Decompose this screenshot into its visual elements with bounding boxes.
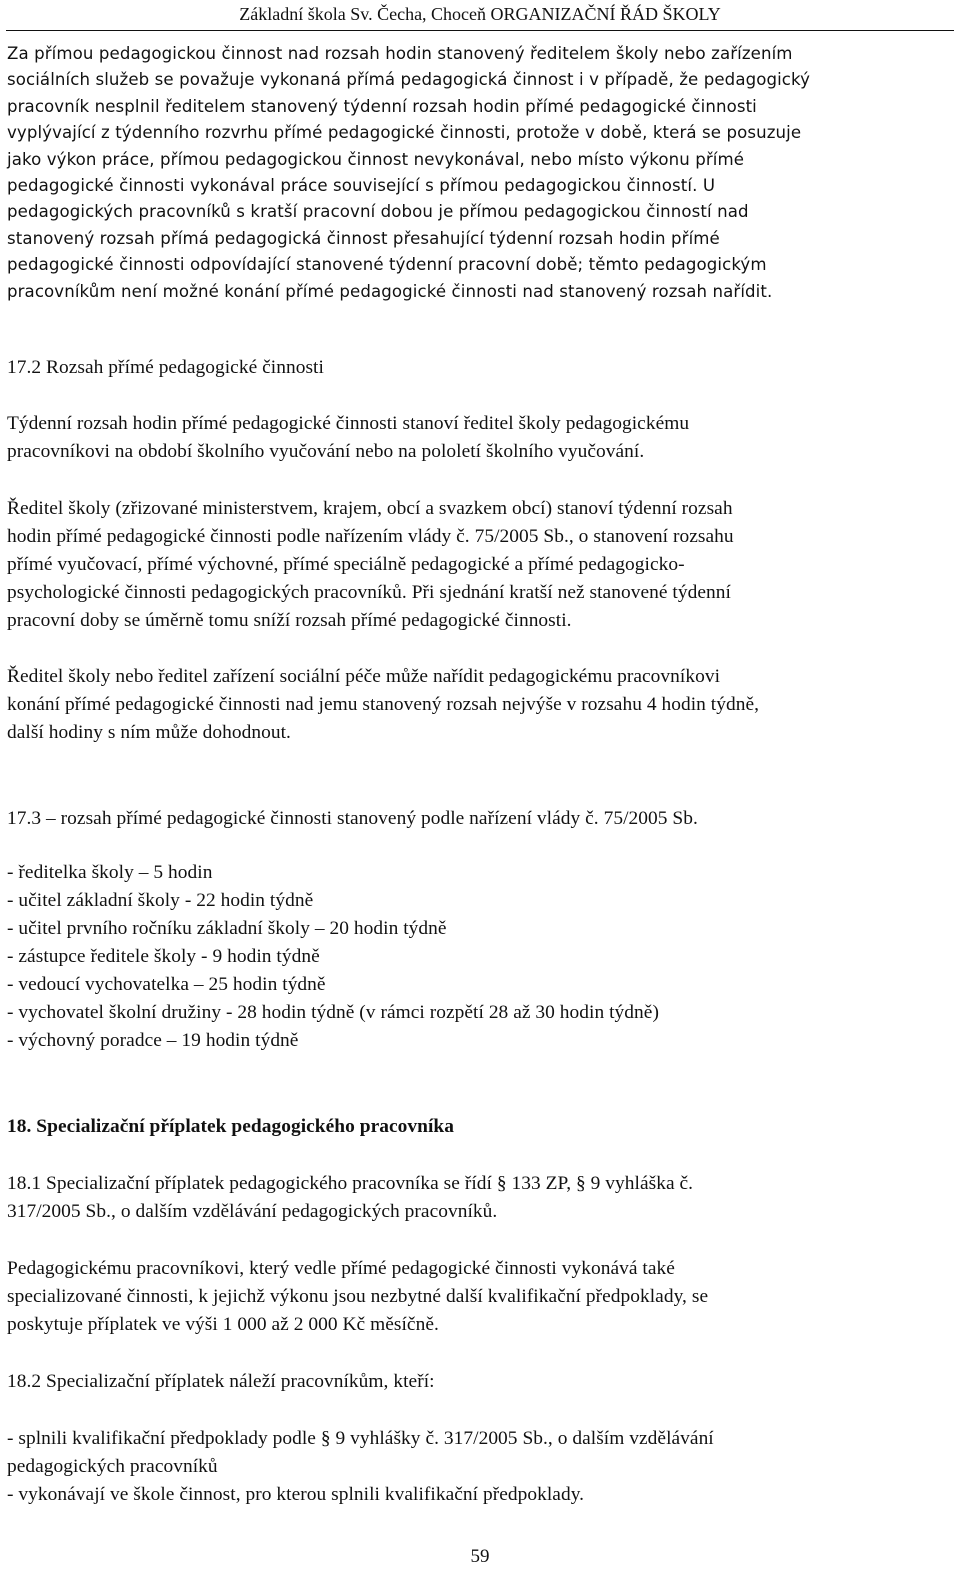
text-line: specializované činnosti, k jejichž výkonu jsou nezbytné další kvalifikační předpoklady, se xyxy=(7,1286,709,1307)
list-item: - vychovatel školní družiny - 28 hodin týdně (v rámci rozpětí 28 až 30 hodin týdně) xyxy=(7,1002,659,1023)
text-line: Pedagogickému pracovníkovi, který vedle přímé pedagogické činnosti vykonává také xyxy=(7,1258,675,1279)
section-18-1-paragraph xyxy=(7,1170,953,1226)
intro-line: pedagogických pracovníků s kratší pracovní dobou je přímou pedagogickou činností nad xyxy=(7,202,749,222)
text-line: psychologické činnosti pedagogických pracovníků. Při sjednání kratší než stanovené týdenní xyxy=(7,582,731,603)
specialized-activities-paragraph xyxy=(7,1255,953,1339)
text-line: další hodiny s ním může dohodnout. xyxy=(7,722,291,743)
intro-paragraph xyxy=(7,41,953,305)
text-line: 317/2005 Sb., o dalším vzdělávání pedagogických pracovníků. xyxy=(7,1201,498,1222)
intro-line: pracovníkům není možné konání přímé pedagogické činnosti nad stanovený rozsah nařídit. xyxy=(7,281,773,301)
conditions-list xyxy=(7,1425,953,1509)
intro-line: jako výkon práce, přímou pedagogickou činnost nevykonával, nebo místo výkonu přímé xyxy=(7,149,745,169)
section-17-2-paragraph-3 xyxy=(7,663,953,747)
text-line: pracovníkovi na období školního vyučování nebo na pololetí školního vyučování. xyxy=(7,441,645,462)
section-17-3-heading: 17.3 – rozsah přímé pedagogické činnosti stanovený podle nařízení vlády č. 75/2005 Sb. xyxy=(7,808,698,829)
text-line: 18.1 Specializační příplatek pedagogického pracovníka se řídí § 133 ZP, § 9 vyhláška č. xyxy=(7,1173,694,1194)
text-line: 18.2 Specializační příplatek náleží pracovníkům, kteří: xyxy=(7,1371,435,1392)
text-line: Ředitel školy (zřizované ministerstvem, krajem, obcí a svazkem obcí) stanoví týdenní rozsah xyxy=(7,498,733,519)
intro-line: pedagogické činnosti vykonával práce související s přímou pedagogickou činností. U xyxy=(7,176,716,196)
text-line: přímé vyučovací, přímé výchovné, přímé speciálně pedagogické a přímé pedagogicko- xyxy=(7,554,685,575)
text-line: hodin přímé pedagogické činnosti podle nařízením vlády č. 75/2005 Sb., o stanovení rozsahu xyxy=(7,526,734,547)
intro-line: vyplývající z týdenního rozvrhu přímé pedagogické činnosti, protože v době, která se posuzuje xyxy=(7,123,802,143)
section-17-2-heading: 17.2 Rozsah přímé pedagogické činnosti xyxy=(7,357,324,378)
text-line: pracovní doby se úměrně tomu sníží rozsah přímé pedagogické činnosti. xyxy=(7,610,572,631)
section-18-heading: 18. Specializační příplatek pedagogického pracovníka xyxy=(7,1116,454,1137)
intro-line: pedagogické činnosti odpovídající stanovené týdenní pracovní době; těmto pedagogickým xyxy=(7,255,767,275)
list-item: - výchovný poradce – 19 hodin týdně xyxy=(7,1030,299,1051)
section-17-2-paragraph-1 xyxy=(7,410,953,466)
list-item: - ředitelka školy – 5 hodin xyxy=(7,862,213,883)
teaching-hours-list xyxy=(7,859,953,1055)
text-line: Týdenní rozsah hodin přímé pedagogické činnosti stanoví ředitel školy pedagogickému xyxy=(7,413,690,434)
list-item: pedagogických pracovníků xyxy=(7,1456,218,1477)
text-line: poskytuje příplatek ve výši 1 000 až 2 000 Kč měsíčně. xyxy=(7,1314,439,1335)
list-item: - vykonávají ve škole činnost, pro kterou splnili kvalifikační předpoklady. xyxy=(7,1484,585,1505)
header-divider xyxy=(6,30,954,31)
section-18-2-paragraph xyxy=(7,1368,953,1396)
list-item: - vedoucí vychovatelka – 25 hodin týdně xyxy=(7,974,326,995)
text-line: Ředitel školy nebo ředitel zařízení sociální péče může nařídit pedagogickému pracovníkovi xyxy=(7,666,721,687)
intro-line: stanovený rozsah přímá pedagogická činnost přesahující týdenní rozsah hodin přímé xyxy=(7,228,720,248)
list-item: - zástupce ředitele školy - 9 hodin týdně xyxy=(7,946,320,967)
intro-line: pracovník nesplnil ředitelem stanovený týdenní rozsah hodin přímé pedagogické činnosti xyxy=(7,96,757,116)
list-item: - učitel základní školy - 22 hodin týdně xyxy=(7,890,314,911)
section-17-2-paragraph-2 xyxy=(7,495,953,635)
list-item: - učitel prvního ročníku základní školy – 20 hodin týdně xyxy=(7,918,447,939)
text-line: konání přímé pedagogické činnosti nad jemu stanovený rozsah nejvýše v rozsahu 4 hodin týdně, xyxy=(7,694,760,715)
intro-line: sociálních služeb se považuje vykonaná přímá pedagogická činnost i v případě, že pedagogický xyxy=(7,70,811,90)
page-header xyxy=(0,2,960,26)
list-item: - splnili kvalifikační předpoklady podle § 9 vyhlášky č. 317/2005 Sb., o dalším vzdělávání xyxy=(7,1428,714,1449)
page-number: 59 xyxy=(470,1546,490,1567)
header-title: Základní škola Sv. Čecha, Choceň ORGANIZAČNÍ ŘÁD ŠKOLY xyxy=(239,4,721,24)
intro-line: Za přímou pedagogickou činnost nad rozsah hodin stanovený ředitelem školy nebo zařízením xyxy=(7,44,793,63)
